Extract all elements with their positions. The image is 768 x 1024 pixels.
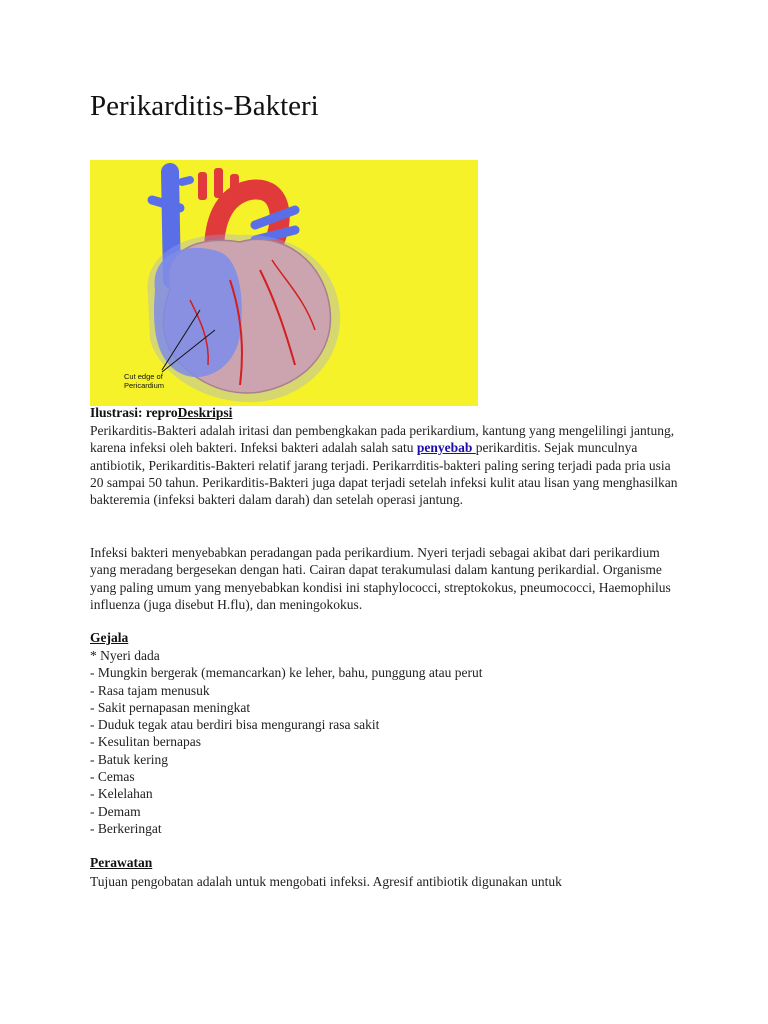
symptoms-heading: Gejala: [90, 630, 129, 645]
paragraph-intro-part2: perikarditis. Sejak munculnya antibiotik, Perikarditis-Bakteri relatif jarang terjadi. Perikarrditis-bakteri paling sering terjadi pada pria usia 20 sampai 50 tahun. Perikarditis-Bakteri juga dapat terjadi setelah infeksi kulit atau lisan yang menghasilkan bakteremia (infeksi bakteri dalam darah) dan setelah operasi jantung.: [90, 440, 678, 508]
caption-description-link[interactable]: Deskripsi: [177, 405, 233, 420]
symptom-item: - Kesulitan bernapas: [90, 734, 201, 750]
symptom-item: - Duduk tegak atau berdiri bisa mengurangi rasa sakit: [90, 717, 380, 733]
symptom-item: - Rasa tajam menusuk: [90, 682, 210, 698]
figure-caption: [90, 405, 232, 421]
symptom-item: - Batuk kering: [90, 751, 168, 767]
paragraph-intro: [90, 422, 680, 508]
paragraph-intro-part1: Perikarditis-Bakteri adalah iritasi dan pembengkakan pada perikardium, kantung yang mengelilingi jantung, karena infeksi oleh bakteri. Infeksi bakteri adalah salah satu: [90, 423, 675, 456]
symptom-item: - Demam: [90, 803, 141, 819]
symptom-item: - Sakit pernapasan meningkat: [90, 699, 251, 715]
figure-label-line1: Cut edge of: [124, 372, 163, 381]
heart-illustration: [90, 160, 478, 406]
treatment-text: Tujuan pengobatan adalah untuk mengobati infeksi. Agresif antibiotik digunakan untuk: [90, 874, 562, 889]
symptom-item: - Cemas: [90, 769, 135, 785]
treatment-heading: Perawatan: [90, 855, 153, 870]
symptom-item: - Mungkin bergerak (memancarkan) ke leher, bahu, punggung atau perut: [90, 665, 483, 681]
heart-diagram-svg: [90, 160, 478, 406]
symptom-item: - Berkeringat: [90, 820, 162, 836]
penyebab-link[interactable]: penyebab: [416, 440, 476, 456]
symptom-item: - Kelelahan: [90, 786, 153, 802]
symptom-item: * Nyeri dada: [90, 648, 160, 663]
caption-prefix: Ilustrasi: repro: [90, 405, 178, 420]
figure-label-line2: Pericardium: [124, 381, 165, 390]
symptoms-list: [90, 647, 482, 837]
paragraph-infection: Infeksi bakteri menyebabkan peradangan pada perikardium. Nyeri terjadi sebagai akibat dari perikardium yang meradang bergesekan dengan hati. Cairan dapat terakumulasi dalam kantung perikardial. Organisme yang paling umum yang menyebabkan kondisi ini staphylococci, streptokokus, pneumococci, Haemophilus influenza (juga disebut H.flu), dan meningokokus.: [90, 545, 671, 612]
page-title: Perikarditis-Bakteri: [90, 90, 319, 122]
